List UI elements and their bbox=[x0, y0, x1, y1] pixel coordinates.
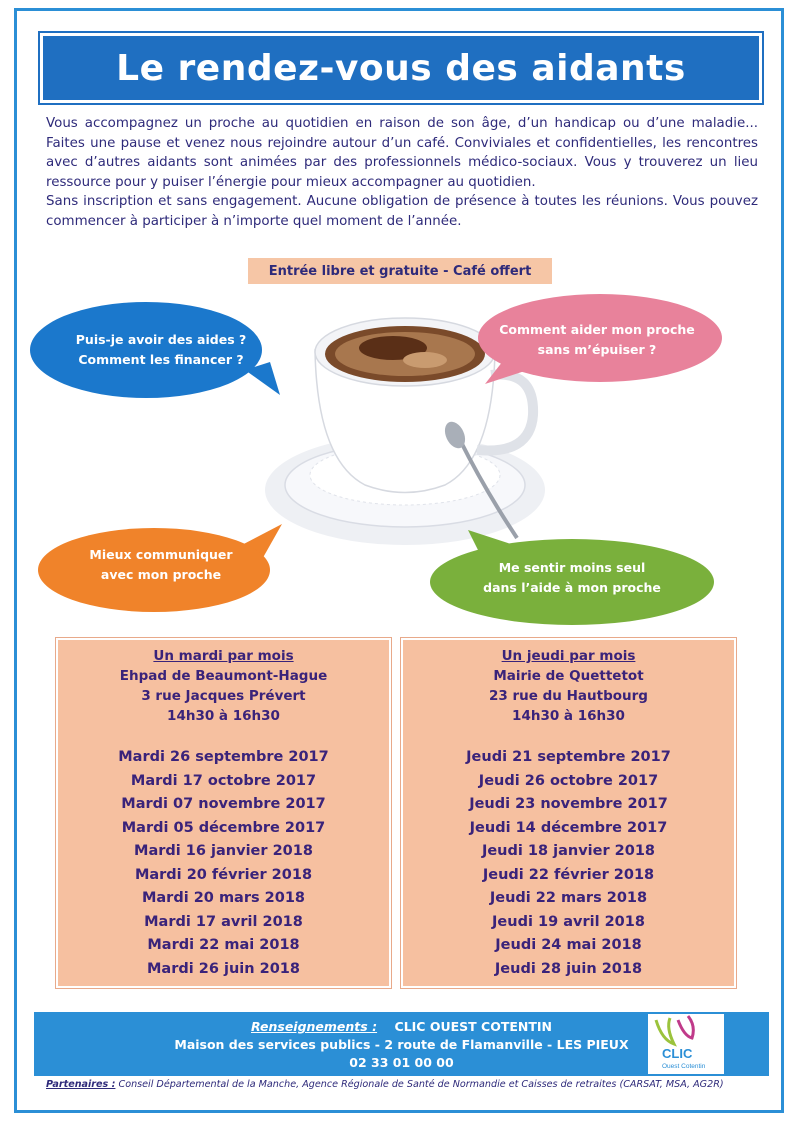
date-item: Jeudi 19 avril 2018 bbox=[492, 913, 645, 930]
footer-address: Maison des services publics - 2 route de Flamanville - LES PIEUX bbox=[174, 1037, 629, 1052]
clic-logo-name: CLIC bbox=[662, 1046, 693, 1061]
date-item: Jeudi 23 novembre 2017 bbox=[469, 796, 668, 812]
speech-bubble-orange bbox=[36, 518, 286, 612]
date-item: Jeudi 21 septembre 2017 bbox=[466, 749, 671, 765]
bubble-green-line-2: dans l’aide à mon proche bbox=[483, 580, 661, 595]
schedule-right-place: Mairie de Quettetot bbox=[493, 668, 644, 684]
intro-paragraph-1: Vous accompagnez un proche au quotidien en raison de son âge, d’un handicap ou d’une maladie... Faites une pause et venez nous rejoindre autour d’un café. Conviviales et confidentielles, les rencontres avec d’autres aidants sont animées par des professionnels médico-sociaux. Vous y trouverez un lieu ressource pour y puiser l’énergie pour mieux accompagner au quotidien. bbox=[46, 116, 758, 190]
date-item: Mardi 20 février 2018 bbox=[134, 866, 313, 883]
tagline-banner: Entrée libre et gratuite - Café offert bbox=[248, 258, 552, 284]
date-item: Mardi 22 mai 2018 bbox=[147, 937, 300, 953]
schedule-right-address: 23 rue du Hautbourg bbox=[489, 688, 648, 704]
schedule-right-hours: 14h30 à 16h30 bbox=[512, 708, 625, 724]
date-item: Mardi 07 novembre 2017 bbox=[121, 796, 326, 812]
clic-logo-icon bbox=[648, 1014, 724, 1074]
bubble-blue-line-2: Comment les financer ? bbox=[78, 352, 244, 367]
schedule-left-address: 3 rue Jacques Prévert bbox=[141, 688, 306, 704]
bubble-pink-line-2: sans m’épuiser ? bbox=[537, 342, 657, 357]
footer-phone: 02 33 01 00 00 bbox=[349, 1055, 454, 1070]
date-item: Mardi 26 juin 2018 bbox=[147, 960, 300, 977]
bubble-pink-line-1: Comment aider mon proche bbox=[499, 322, 695, 337]
speech-bubble-green bbox=[428, 530, 716, 626]
speech-bubble-blue bbox=[30, 300, 292, 400]
schedule-left-place: Ehpad de Beaumont-Hague bbox=[119, 668, 328, 684]
date-item: Jeudi 26 octobre 2017 bbox=[478, 772, 659, 789]
date-item: Mardi 05 décembre 2017 bbox=[121, 819, 326, 836]
intro-text bbox=[46, 114, 758, 232]
schedule-right bbox=[401, 638, 736, 988]
bubble-orange-line-1: Mieux communiquer bbox=[89, 547, 233, 562]
clic-logo-subtitle: Ouest Cotentin bbox=[662, 1063, 706, 1070]
schedule-left-hours: 14h30 à 16h30 bbox=[167, 708, 280, 724]
partners-text: Conseil Départemental de la Manche, Agence Régionale de Santé de Normandie et Caisses de retraites (CARSAT, MSA, AG2R) bbox=[118, 1079, 724, 1090]
schedule-left-frequency: Un mardi par mois bbox=[153, 648, 294, 664]
date-item: Mardi 20 mars 2018 bbox=[141, 890, 306, 906]
schedule-right-dates bbox=[403, 746, 734, 981]
bubble-green-line-1: Me sentir moins seul bbox=[498, 560, 646, 575]
clic-logo bbox=[648, 1014, 724, 1074]
title-banner bbox=[40, 33, 762, 103]
bubble-orange-line-2: avec mon proche bbox=[100, 567, 222, 582]
page-title: Le rendez-vous des aidants bbox=[116, 47, 686, 89]
schedule-left bbox=[56, 638, 391, 988]
partners-line bbox=[46, 1079, 776, 1090]
footer-label: Renseignements : bbox=[251, 1019, 378, 1034]
date-item: Jeudi 28 juin 2018 bbox=[494, 960, 643, 977]
date-item: Jeudi 24 mai 2018 bbox=[495, 937, 642, 953]
footer-org: CLIC OUEST COTENTIN bbox=[394, 1019, 552, 1034]
date-item: Mardi 26 septembre 2017 bbox=[118, 749, 329, 765]
schedule-left-dates bbox=[58, 746, 389, 981]
date-item: Jeudi 22 mars 2018 bbox=[489, 890, 648, 906]
date-item: Mardi 16 janvier 2018 bbox=[134, 843, 313, 859]
date-item: Jeudi 22 février 2018 bbox=[482, 866, 655, 883]
schedule-right-frequency: Un jeudi par mois bbox=[501, 648, 636, 664]
date-item: Mardi 17 avril 2018 bbox=[144, 913, 303, 930]
date-item: Mardi 17 octobre 2017 bbox=[130, 772, 317, 789]
partners-label: Partenaires : bbox=[46, 1079, 116, 1090]
speech-bubble-pink bbox=[470, 292, 724, 388]
date-item: Jeudi 14 décembre 2017 bbox=[469, 819, 668, 836]
date-item: Jeudi 18 janvier 2018 bbox=[481, 843, 656, 859]
intro-paragraph-2: Sans inscription et sans engagement. Aucune obligation de présence à toutes les réunions. Vous pouvez commencer à participer à n’importe quel moment de l’année. bbox=[46, 194, 758, 229]
bubble-blue-line-1: Puis-je avoir des aides ? bbox=[75, 332, 247, 347]
